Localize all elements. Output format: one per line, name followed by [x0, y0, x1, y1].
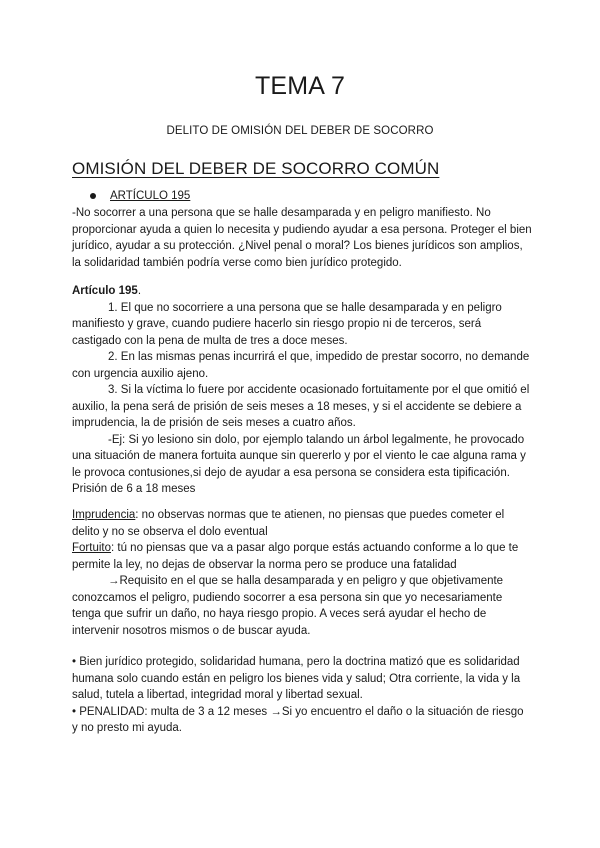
article-paragraph-2: 2. En las mismas penas incurrirá el que, impedido de prestar socorro, no demande con urgencia auxilio ajeno. [72, 351, 530, 380]
points-block [72, 654, 532, 737]
imprudencia-text: : no observas normas que te atienen, no piensas que puedes cometer el delito y no se observa el dolo eventual [72, 509, 505, 538]
fortuito-term: Fortuito [72, 542, 111, 554]
section-heading: OMISIÓN DEL DEBER DE SOCORRO COMÚN [72, 159, 440, 178]
article-block [72, 283, 532, 498]
article-heading [72, 283, 532, 300]
bullet-dot-icon [90, 193, 96, 199]
article-paragraph-3: 3. Si la víctima lo fuere por accidente ocasionado fortuitamente por el que omitió el auxilio, la pena será de prisión de seis meses a 18 meses, y si el accidente se debiere a imprudencia, la de prisión de seis meses a cuatro años. [72, 384, 530, 429]
definitions-block [72, 507, 532, 639]
article-label-suffix: . [137, 285, 142, 297]
page-title: TEMA 7 [254, 72, 346, 100]
article-example: -Ej: Si yo lesiono sin dolo, por ejemplo talando un árbol legalmente, he provocado una situación de manera fortuita aunque sin quererlo y por el viento le cae alguna rama y le provoca contusiones,si dejo de ayudar a esa persona se considera esta tipificación. Prisión de 6 a 18 meses [72, 433, 526, 495]
fortuito-definition [72, 540, 532, 573]
bullet-label: ARTÍCULO 195 [110, 190, 191, 202]
intro-paragraph [72, 205, 532, 271]
bien-juridico-point: • Bien jurídico protegido, solidaridad humana, pero la doctrina matizó que es solidaridad humana solo cuando están en peligro los bienes vida y salud; Otra corriente, la vida y la salud, tutela a libertad, integridad moral y libertad sexual. [72, 656, 521, 701]
imprudencia-term: Imprudencia [72, 509, 136, 521]
article-paragraph-1: 1. El que no socorriere a una persona que se halle desamparada y en peligro manifiesto y grave, cuando pudiere hacerlo sin riesgo propio ni de terceros, será castigado con la pena de multa de tres a doce meses. [72, 301, 502, 347]
bullet-item [90, 188, 190, 204]
penalidad-point: • PENALIDAD: multa de 3 a 12 meses →Si yo encuentro el daño o la situación de riesgo y no presto mi ayuda. [72, 705, 524, 734]
fortuito-text: : tú no piensas que va a pasar algo porque estás actuando conforme a lo que te permite la ley, no dejas de observar la norma pero se produce una fatalidad [72, 542, 519, 571]
requisito-paragraph: →Requisito en el que se halla desamparada y en peligro y que objetivamente conozcamos el peligro, pudiendo socorrer a esa persona sin que yo necesariamente tenga que sufrir un daño, no haya riesgo propio. A veces será ayudar el hecho de intervenir nosotros mismos o de buscar ayuda. [72, 575, 504, 637]
imprudencia-definition [72, 507, 532, 540]
intro-text: -No socorrer a una persona que se halle desamparada y en peligro manifiesto. No proporcionar ayuda a quien lo necesita y pudiendo ayudar a esa persona. Proteger el bien jurídico, ayudar a su protección. ¿Nivel penal o moral? Los bienes jurídicos son amplios, la solidaridad también podría verse como bien jurídico protegido. [72, 207, 532, 269]
page-subtitle: DELITO DE OMISIÓN DEL DEBER DE SOCORRO [166, 125, 434, 137]
article-label: Artículo 195 [72, 285, 138, 297]
